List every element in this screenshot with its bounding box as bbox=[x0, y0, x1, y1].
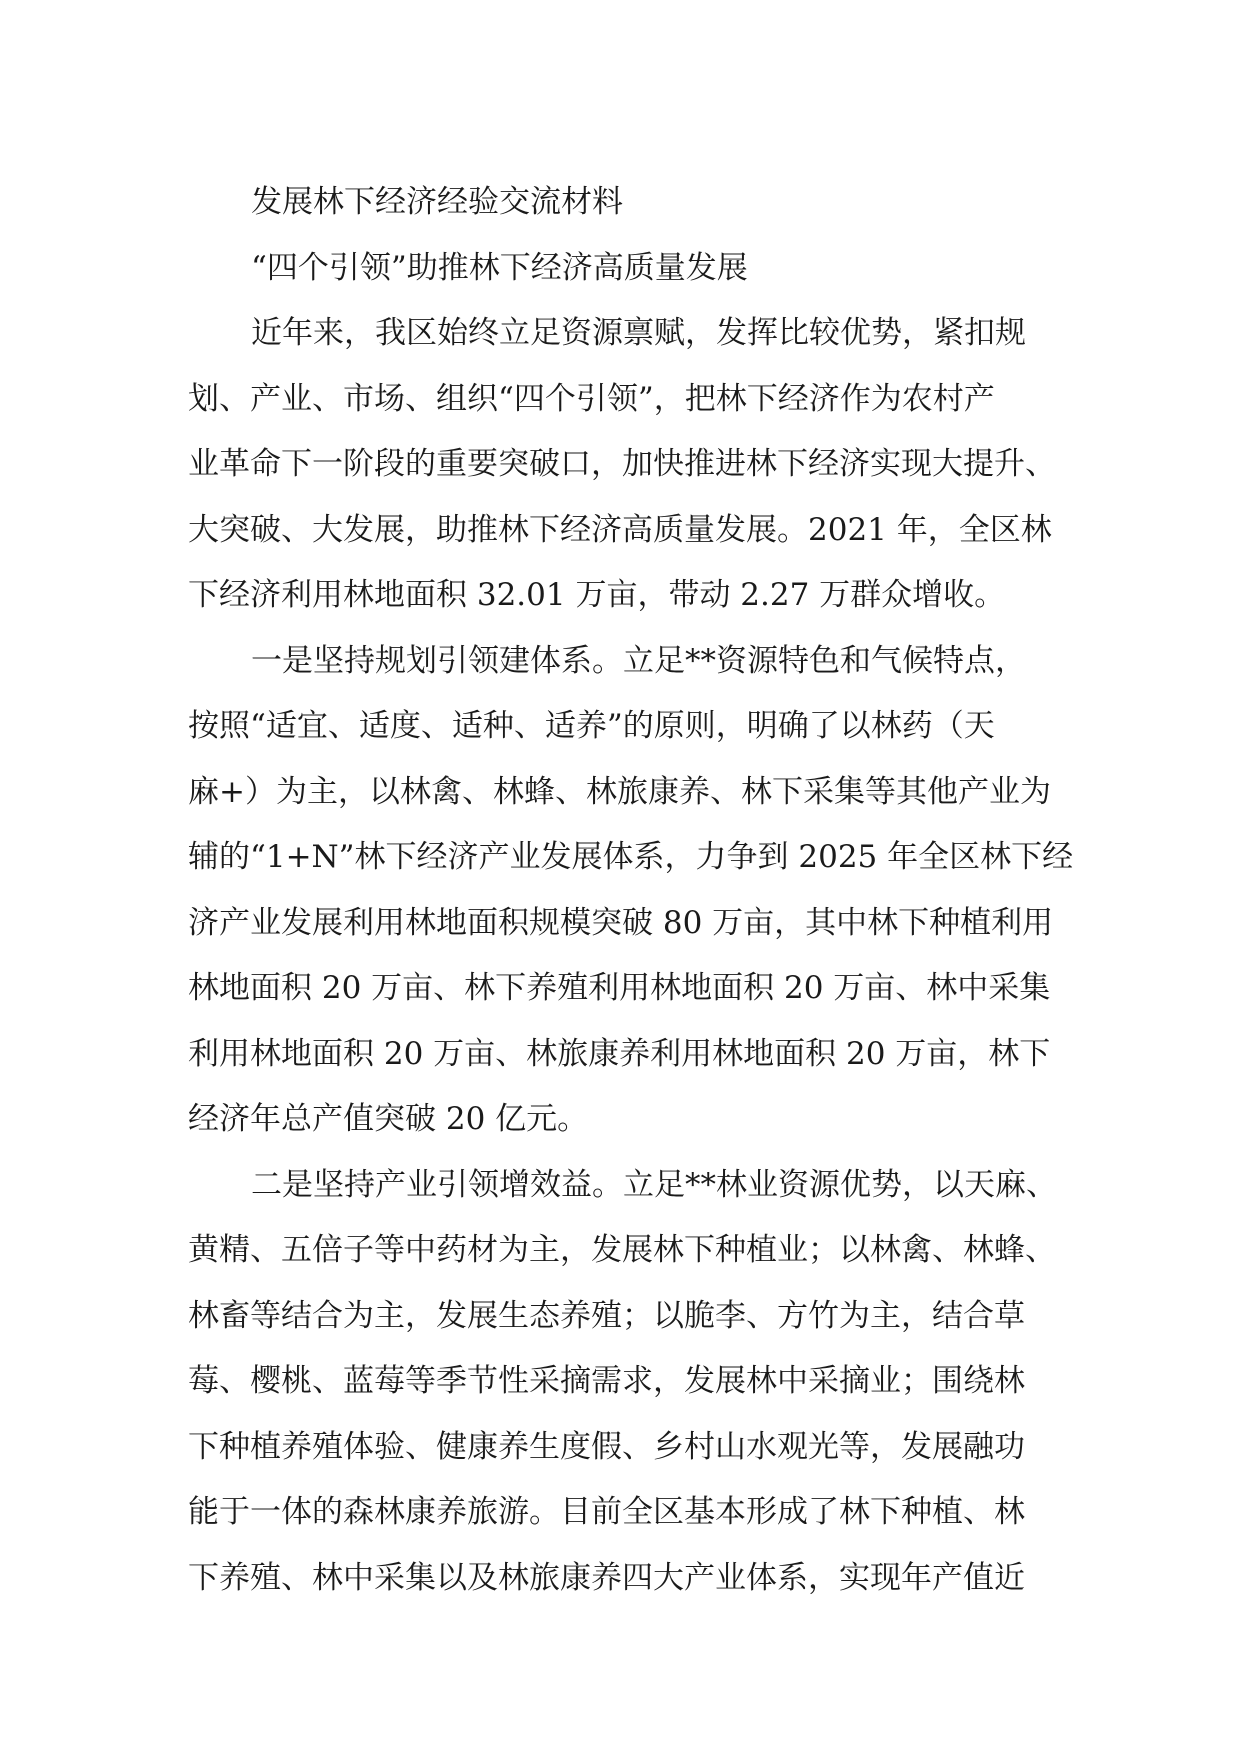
paragraph-line: 大突破、大发展，助推林下经济高质量发展。2021 年，全区林 bbox=[188, 511, 1052, 548]
paragraph-line: 辅的“1+N”林下经济产业发展体系，力争到 2025 年全区林下经 bbox=[188, 839, 1074, 875]
paragraph-line: 经济年总产值突破 20 亿元。 bbox=[188, 1101, 589, 1137]
document-body bbox=[188, 170, 1074, 1611]
paragraph-line: 下经济利用林地面积 32.01 万亩，带动 2.27 万群众增收。 bbox=[188, 577, 1006, 613]
paragraph-line: 林地面积 20 万亩、林下养殖利用林地面积 20 万亩、林中采集 bbox=[188, 970, 1051, 1006]
paragraph-line: 业革命下一阶段的重要突破口，加快推进林下经济实现大提升、 bbox=[188, 446, 1056, 482]
paragraph-line: 莓、樱桃、蓝莓等季节性采摘需求，发展林中采摘业；围绕林 bbox=[188, 1363, 1025, 1399]
paragraph-line: 林畜等结合为主，发展生态养殖；以脆李、方竹为主，结合草 bbox=[188, 1297, 1025, 1334]
paragraph-line: 近年来，我区始终立足资源禀赋，发挥比较优势，紧扣规 bbox=[251, 315, 1026, 351]
paragraph-line: 黄精、五倍子等中药材为主，发展林下种植业；以林禽、林蜂、 bbox=[188, 1232, 1056, 1268]
paragraph-line: 下种植养殖体验、健康养生度假、乡村山水观光等，发展融功 bbox=[188, 1428, 1025, 1465]
paragraph-line: 下养殖、林中采集以及林旅康养四大产业体系，实现年产值近 bbox=[188, 1559, 1025, 1596]
paragraph-line: 一是坚持规划引领建体系。立足**资源特色和气候特点， bbox=[251, 642, 1026, 679]
paragraph-line: 能于一体的森林康养旅游。目前全区基本形成了林下种植、林 bbox=[188, 1494, 1025, 1530]
paragraph-line: 济产业发展利用林地面积规模突破 80 万亩，其中林下种植利用 bbox=[188, 904, 1054, 941]
paragraph-line: 按照“适宜、适度、适种、适养”的原则，明确了以林药（天 bbox=[188, 708, 995, 744]
paragraph-line: 麻+）为主，以林禽、林蜂、林旅康养、林下采集等其他产业为 bbox=[188, 773, 1051, 810]
document-title: 发展林下经济经验交流材料 bbox=[251, 184, 623, 220]
paragraph-line: 二是坚持产业引领增效益。立足**林业资源优势，以天麻、 bbox=[251, 1166, 1057, 1203]
document-subtitle: “四个引领”助推林下经济高质量发展 bbox=[251, 249, 748, 286]
paragraph-line: 划、产业、市场、组织“四个引领”，把林下经济作为农村产 bbox=[188, 380, 995, 417]
paragraph-line: 利用林地面积 20 万亩、林旅康养利用林地面积 20 万亩，林下 bbox=[188, 1035, 1051, 1072]
